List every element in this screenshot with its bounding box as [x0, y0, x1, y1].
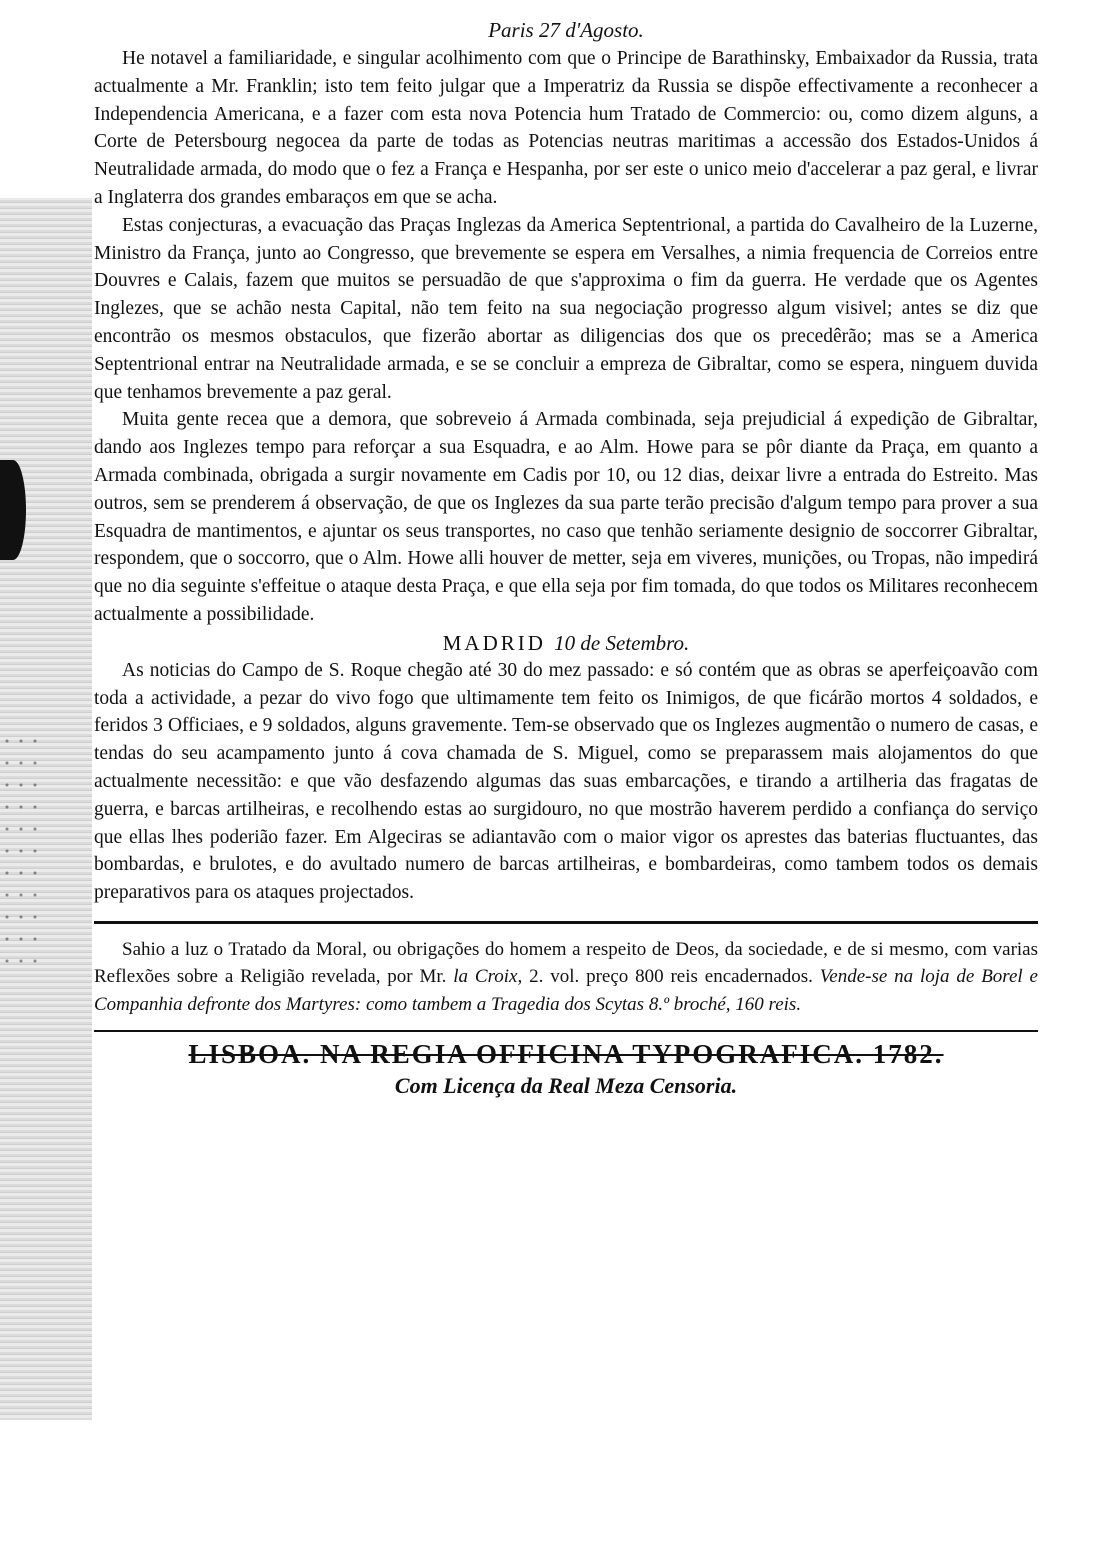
paragraph-madrid: As noticias do Campo de S. Roque chegão até 30 do mez passado: e só contém que as obras se aperfeiçoavão com toda a actividade, a pezar do vivo fogo que ultimamente tem feito os Inimigos, de que ficárão mortos 4 soldados, e feridos 3 Officiaes, e 9 soldados, alguns gravemente. Tem-se observado que os Inglezes augmentão o numero de casas, e tendas do seu acampamento junto á cova chamada de S. Miguel, como se preparassem mais alojamentos do que actualmente necessitão: e que vão desfazendo algumas das suas embarcações, e tirando a artilheria das fragatas de guerra, e barcas artilheiras, e recolhendo estas ao surgidouro, no que mostrão haverem perdido a confiança do serviço que ellas lhes poderião fazer. Em Algeciras se adiantavão com o maior vigor os aprestes das baterias fluctuantes, das bombardas, e brulotes, e do avultado numero de barcas artilheiras, e bombardeiras, como tambem todos os demais preparativos para os ataques projectados.	[94, 659, 1038, 904]
paragraph-paris-1: He notavel a familiaridade, e singular acolhimento com que o Principe de Barathinsky, Embaixador da Russia, trata actualmente a Mr. Franklin; isto tem feito julgar que a Imperatriz da Russia se dispõe effectivamente a reconhecer a Independencia Americana, e a fazer com esta nova Potencia hum Tratado de Commercio: ou, como dizem alguns, a Corte de Petersbourg negocea da parte de todas as Potencias neutras maritimas a accessão dos Estados-Unidos á Neutralidade armada, do modo que o fez a França e Hespanha, por ser este o unico meio d'accelerar a paz geral, e livrar a Inglaterra dos grandes embaraços em que se acha.	[94, 48, 1038, 208]
scan-speckles	[0, 730, 40, 970]
dateline-paris: Paris 27 d'Agosto.	[488, 18, 644, 42]
paragraph-paris-2: Estas conjecturas, a evacuação das Praças Inglezas da America Septentrional, a partida do Cavalheiro de la Luzerne, Ministro da França, junto ao Congresso, que brevemente se espera em Versalhes, a nimia frequencia de Correios entre Douvres e Calais, fazem que muitos se persuadão de que s'approxima o fim da guerra. He verdade que os Agentes Inglezes, que se achão nesta Capital, não tem feito na sua negociação progresso algum visivel; antes se diz que encontrão os mesmos obstaculos, que fizerão abortar as diligencias dos que os precedêrão; mas se a America Septentrional entrar na Neutralidade armada, e se se concluir a empreza de Gibraltar, como se espera, ninguem duvida que tenhamos brevemente a paz geral.	[94, 214, 1038, 403]
advertisement-notice	[94, 936, 1038, 1019]
divider-rule	[94, 921, 1038, 924]
imprint-line: LISBOA. NA REGIA OFFICINA TYPOGRAFICA. 1782.	[188, 1039, 944, 1070]
section-heading-madrid	[94, 629, 1038, 657]
notice-author: la Croix	[453, 966, 518, 988]
scan-ink-blot	[0, 460, 26, 560]
paragraph-paris-3: Muita gente receа que a demora, que sobreveio á Armada combinada, seja prejudicial á expedição de Gibraltar, dando aos Inglezes tempo para reforçar a sua Esquadra, e ao Alm. Howe para se pôr diante da Praça, em quanto a Armada combinada, obrigada a surgir novamente em Cadis por 10, ou 12 dias, deixar livre a entrada do Estreito. Mas outros, sem se prenderem á observação, de que os Inglezes da sua parte terão precisão d'algum tempo para prover a sua Esquadra de mantimentos, e ajuntar os seus transportes, no caso que tenhão seriamente designio de soccorrer Gibraltar, respondem, que o soccorro, que o Alm. Howe alli houver de metter, seja em viveres, munições, ou Tropas, não impedirá que no dia seguinte s'effeitue o ataque desta Praça, e que ella seja por fim tomada, do que todos os Militares reconhecem actualmente a possibilidade.	[94, 409, 1038, 625]
gazette-page	[94, 18, 1038, 1100]
section-place: MADRID	[442, 630, 546, 655]
license-line: Com Licença da Real Meza Censoria.	[394, 1073, 738, 1099]
notice-text-2: , 2. vol. preço 800 reis encadernados.	[517, 966, 820, 988]
imprint-rule	[94, 1030, 1038, 1032]
section-date: 10 de Setembro.	[554, 630, 690, 655]
notice-text-3: Vende-se na loja de Borel e Companhia defronte dos Martyres: como tambem a Tragedia dos Scytas 8.º broché, 160 reis.	[94, 966, 1038, 1015]
notice-text-1: Sahio a luz o Tratado da Moral, ou obrigações do homem a respeito de Deos, da sociedade, e de si mesmo, com varias Reflexões sobre a Religião revelada, por Mr.	[94, 938, 1038, 988]
